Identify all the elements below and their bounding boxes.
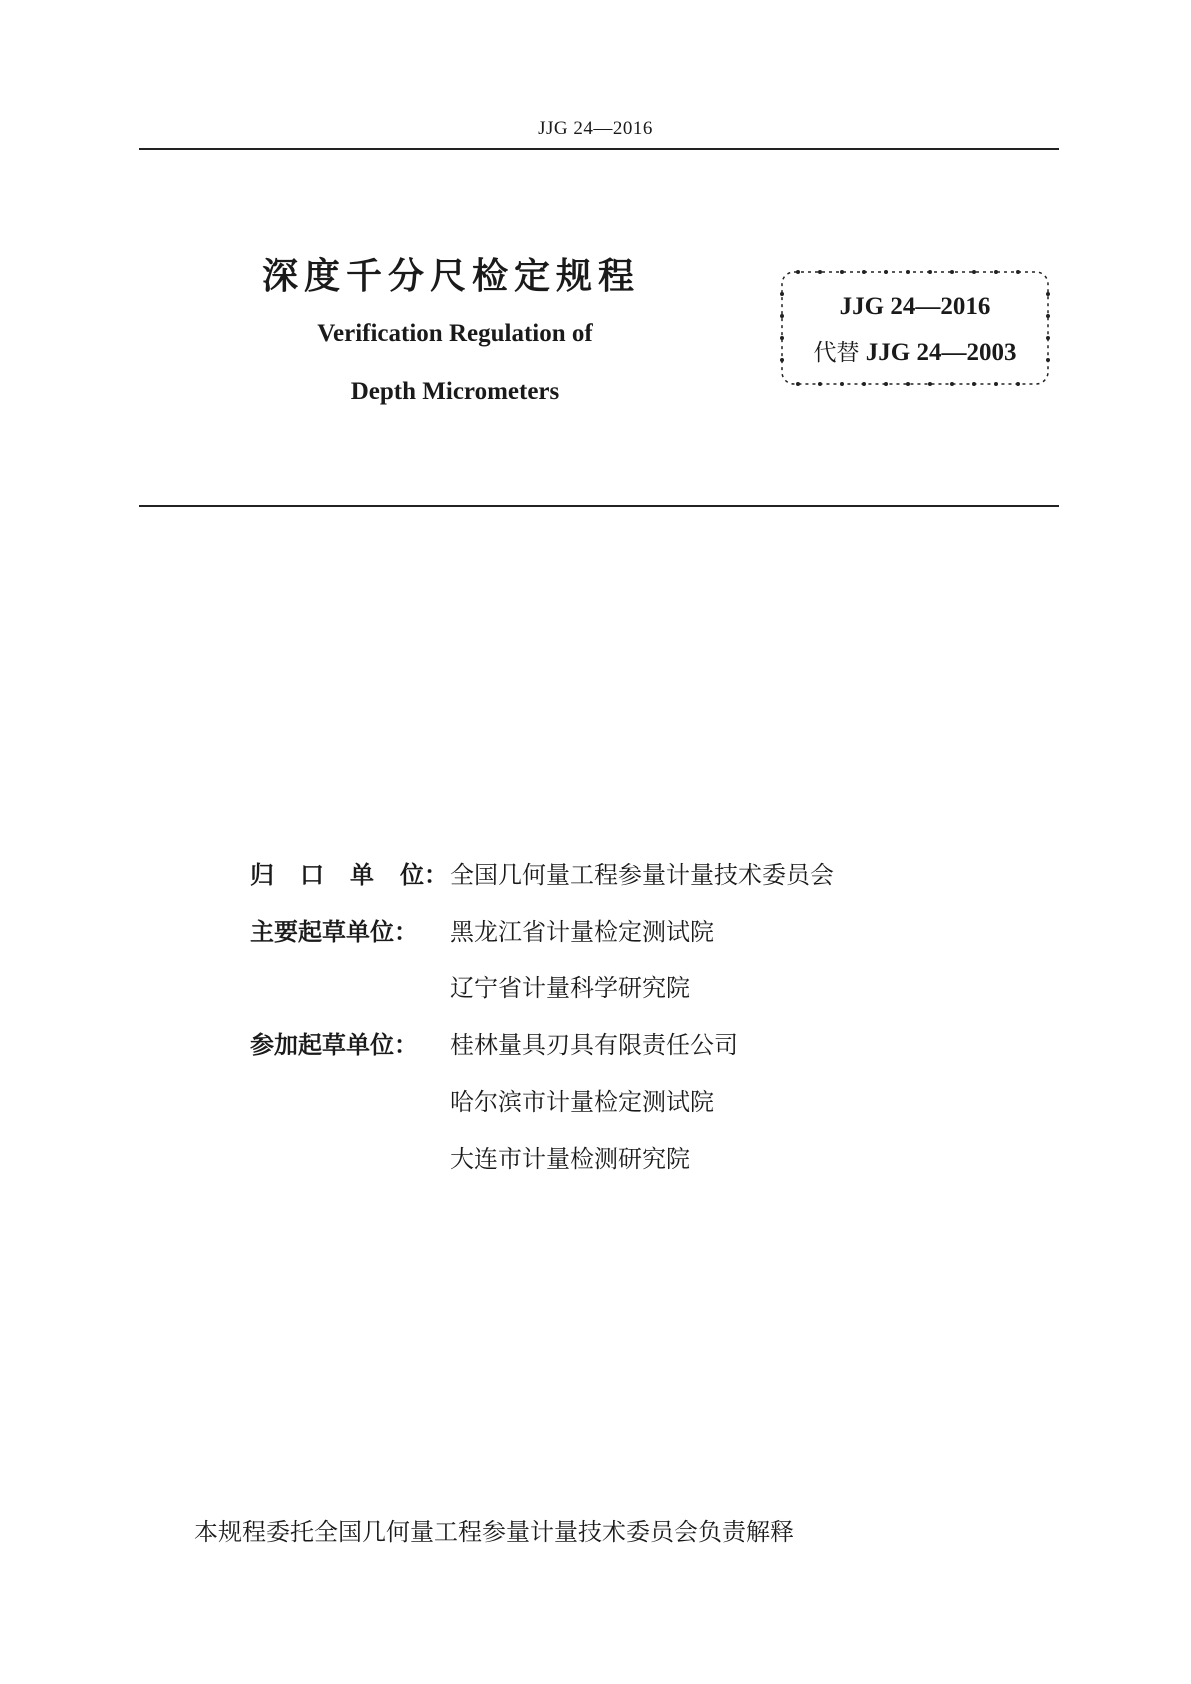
main-drafting-label: 主要起草单位： (250, 918, 418, 946)
title-chinese: 深度千分尺检定规程 (262, 256, 641, 297)
replaces-prefix: 代替 (813, 340, 860, 366)
border-dot (972, 382, 976, 386)
border-dot (818, 382, 822, 386)
standard-code: JJG 24—2016 (839, 293, 991, 320)
responsible-unit-value: 全国几何量工程参量计量技术委员会 (450, 861, 834, 889)
border-dot (906, 270, 910, 274)
border-dot (994, 382, 998, 386)
main-drafting-unit: 辽宁省计量科学研究院 (450, 974, 690, 1002)
border-dot (928, 270, 932, 274)
replaced-standard-code: JJG 24—2003 (865, 339, 1017, 366)
participating-row (250, 1028, 738, 1062)
running-header-code: JJG 24—2016 (538, 118, 653, 139)
border-dot (840, 382, 844, 386)
main-drafting-row (250, 971, 690, 1005)
main-drafting-unit: 黑龙江省计量检定测试院 (450, 918, 714, 946)
border-dot (928, 382, 932, 386)
border-dot (840, 270, 844, 274)
border-dot (906, 382, 910, 386)
main-drafting-row (250, 915, 714, 949)
participating-row (250, 1085, 714, 1119)
border-dot (1016, 382, 1020, 386)
responsible-unit-label: 归 口 单 位： (250, 861, 448, 889)
decorative-border (776, 266, 1054, 390)
border-dot (862, 382, 866, 386)
border-dot (862, 270, 866, 274)
border-dot (884, 382, 888, 386)
border-dot (796, 270, 800, 274)
border-dot (950, 382, 954, 386)
border-dot (796, 382, 800, 386)
participating-unit: 哈尔滨市计量检定测试院 (450, 1088, 714, 1116)
border-dot (1016, 270, 1020, 274)
border-dot (950, 270, 954, 274)
title-rule (139, 505, 1059, 507)
replaces-line (776, 334, 1054, 367)
border-dot (884, 270, 888, 274)
header-rule (139, 148, 1059, 150)
border-dot (994, 270, 998, 274)
participating-unit: 桂林量具刃具有限责任公司 (450, 1031, 738, 1059)
title-english-line2: Depth Micrometers (350, 378, 560, 405)
participating-label: 参加起草单位： (250, 1031, 418, 1059)
responsible-unit-row (250, 858, 834, 892)
border-dot (972, 270, 976, 274)
border-dot (818, 270, 822, 274)
title-english-line1: Verification Regulation of (317, 320, 593, 347)
participating-unit: 大连市计量检测研究院 (450, 1145, 690, 1173)
standard-number-box (776, 266, 1054, 390)
participating-row (250, 1142, 690, 1176)
interpretation-note: 本规程委托全国几何量工程参量计量技术委员会负责解释 (194, 1518, 794, 1546)
